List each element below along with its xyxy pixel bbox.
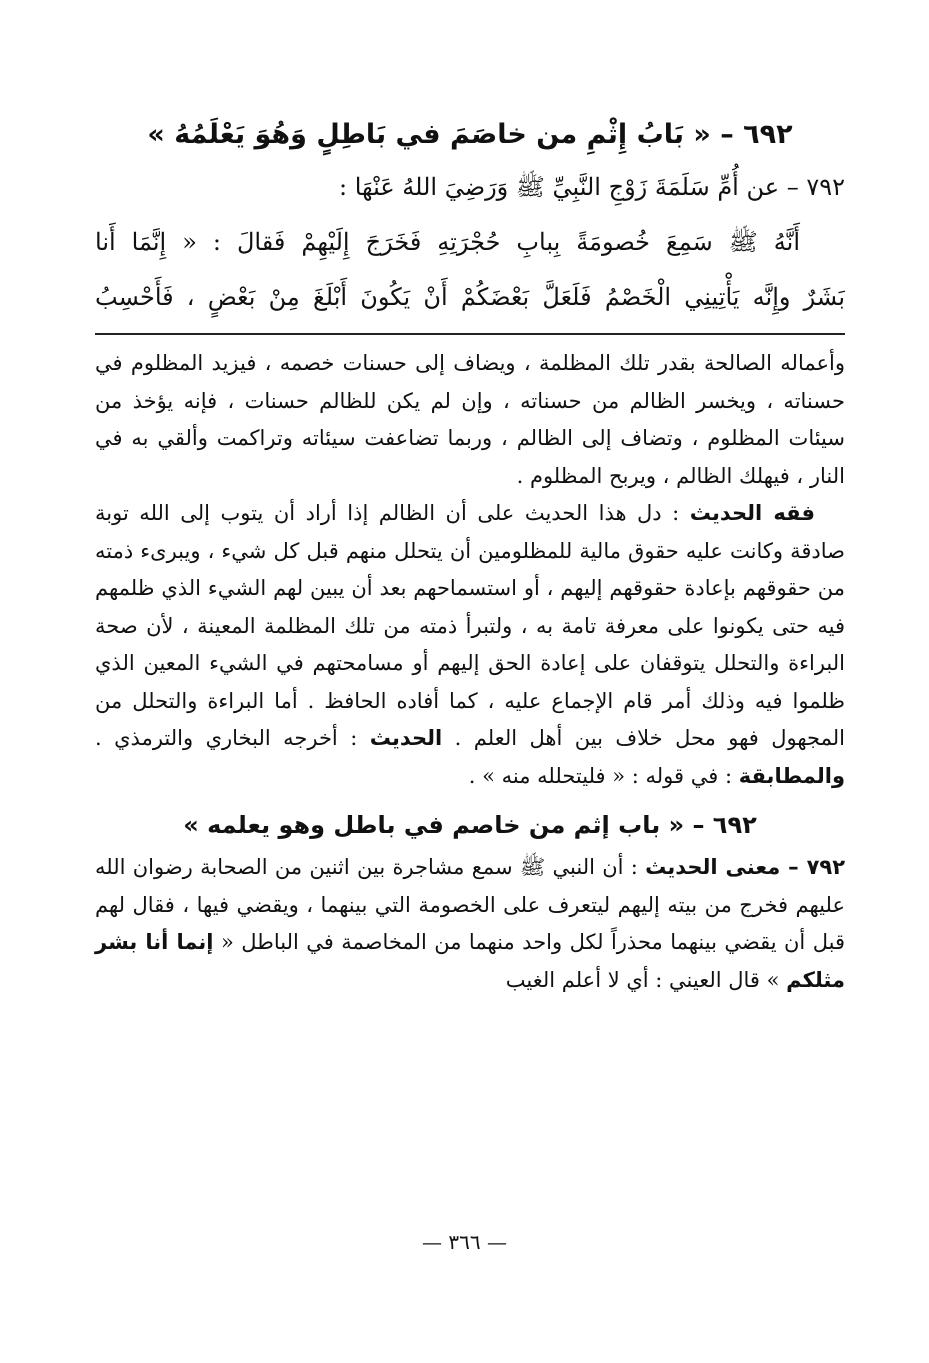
commentary-paragraph-1: وأعماله الصالحة بقدر تلك المظلمة ، ويضاف إلى حسنات خصمه ، فيزيد المظلوم في حسناته ، ويخسر الظالم من حسناته ، وإن لم يكن للظالم حسنات ، فإنه يؤخذ من سيئات المظلوم ، وتضاف إلى الظالم ، وربما تضاعفت سيئاته وتراكمت وألقي به في النار ، فيهلك الظالم ، ويربح المظلوم .: [95, 351, 845, 488]
hadith-text: : أخرجه البخاري والترمذي .: [95, 726, 370, 750]
chapter-heading-2: ٦٩٢ – « باب إثم من خاصم في باطل وهو يعلمه »: [183, 811, 757, 839]
hadith-label: الحديث: [369, 726, 443, 750]
footnote-divider: [95, 333, 845, 335]
hadith-line-3: بَشَرٌ وإِنَّه يَأْتِينِي الْخَصْمُ فَلَعَلَّ بَعْضَكُمْ أَنْ يَكُونَ أَبْلَغَ مِنْ بَعْضٍ ، فَأَحْسِبُ: [95, 283, 845, 311]
meaning-text-b: » قال العيني : أي لا أعلم الغيب: [505, 967, 787, 992]
fiqh-label: فقه الحديث: [689, 501, 815, 525]
hadith-line-1: ٧٩٢ – عن أُمِّ سَلَمَةَ زَوْجِ النَّبِيِّ ﷺ وَرَضِيَ اللهُ عَنْهَا :: [338, 173, 845, 201]
meaning-paragraph: [95, 849, 845, 999]
meaning-label: ٧٩٢ – معنى الحديث: [645, 855, 846, 879]
meaning-quote: إنما أنا بشر مثلكم: [95, 930, 845, 992]
hadith-line-2: أَنَّهُ ﷺ سَمِعَ خُصومَةً بِبابِ حُجْرَتِهِ فَخَرَجَ إِلَيْهِمْ فَقالَ : « إِنَّمَا أَنا: [95, 228, 800, 256]
book-page: [95, 110, 845, 1290]
chapter-heading: ٦٩٢ – « بَابُ إِثْمِ من خاصَمَ في بَاطِلٍ وَهُوَ يَعْلَمُهُ »: [147, 119, 793, 150]
fiqh-text: : دل هذا الحديث على أن الظالم إذا أراد أن يتوب إلى الله توبة صادقة وكانت عليه حقوق مالية للمظلومين أن يتحلل منهم قبل كل شيء ، ويبرىء ذمته من حقوقهم بإعادة حقوقهم إليهم ، أو استسماحهم بعد أن يبين لهم الشيء الذي ظلمهم فيه حتى يكونوا على معرفة تامة به ، ولتبرأ ذمته من تلك المظلمة المعينة ، لأن صحة البراءة والتحلل يتوقفان على إعادة الحق إليهم أو مسامحتهم في الشيء المعين الذي ظلموا فيه وذلك أمر قام الإجماع عليه ، كما أفاده الحافظ . أما البراءة والتحلل من المجهول فهو محل خلاف بين أهل العلم .: [95, 501, 845, 750]
commentary-paragraph-2: [95, 495, 845, 795]
correspondence-text: : في قوله : « فليتحلله منه » .: [468, 763, 739, 788]
meaning-text-a: : أن النبي ﷺ سمع مشاجرة بين اثنين من الصحابة رضوان الله عليهم فخرج من بيته إليهم ليتعرف على الخصومة التي بينهما ، ويقضي فيها ، فقال لهم قبل أن يقضي بينهما محذراً لكل واحد منهما من المخاصمة في الباطل «: [95, 855, 845, 954]
page-number: — ٣٦٦ —: [422, 1230, 507, 1254]
correspondence-label: والمطابقة: [738, 763, 845, 788]
